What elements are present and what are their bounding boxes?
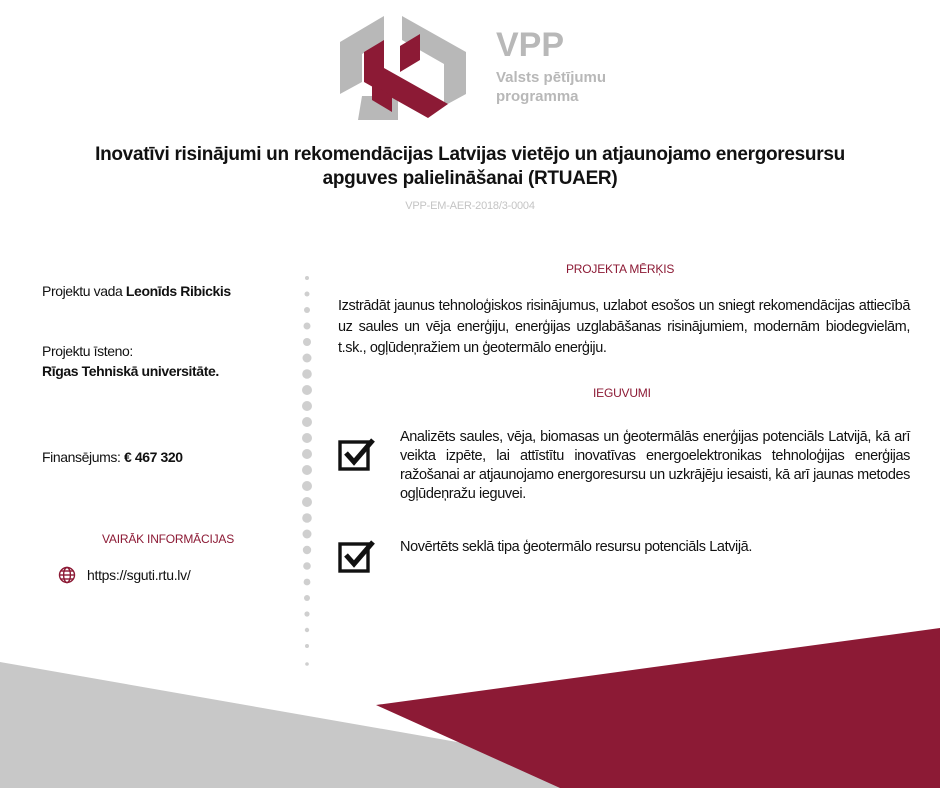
results-heading: IEGUVUMI <box>593 386 651 400</box>
vpp-logo <box>336 12 616 124</box>
website-link-row[interactable] <box>58 566 190 584</box>
project-leader <box>42 281 231 301</box>
project-executor <box>42 341 219 381</box>
logo-emblem <box>340 16 466 120</box>
vertical-dotted-divider <box>300 272 314 672</box>
globe-icon <box>58 566 76 584</box>
checkbox-checked-icon <box>338 438 376 472</box>
funding-value: € 467 320 <box>123 449 183 465</box>
leader-prefix: Projektu vada <box>42 283 126 299</box>
more-info-heading: VAIRĀK INFORMĀCIJAS <box>102 532 234 546</box>
project-code: VPP-EM-AER-2018/3-0004 <box>405 200 535 212</box>
logo-line1: Valsts pētījumu <box>496 69 607 86</box>
objective-text: Izstrādāt jaunus tehnoloģiskos risinājumus, uzlabot esošos un sniegt rekomendācijas attiecībā uz saules un vēja enerģiju, enerģijas uzglabāšanas risinājumiem, modernām biodegvielām, t.sk., ogļūdeņražiem un ģeotermālo enerģiju. <box>338 298 910 356</box>
project-funding <box>42 447 183 467</box>
result-item <box>338 530 910 557</box>
checkbox-checked-icon <box>338 540 376 574</box>
leader-name: Leonīds Ribickis <box>125 283 231 299</box>
page-title: Inovatīvi risinājumi un rekomendācijas Latvijas vietējo un atjaunojamo energoresursu apguves palielināšanai (RTUAER) <box>95 144 845 189</box>
logo-line2: programma <box>496 88 579 105</box>
logo-abbr: VPP <box>496 26 565 64</box>
result-text: Analizēts saules, vēja, biomasas un ģeotermālās enerģijas potenciāls Latvijā, kā arī veikta izpēte, lai attīstītu inovatīvas energoelektronikas tehnoloģijas enerģijas ražošanai ar atjaunojamo energoresursu un uzkrājēju iesaisti, kā arī jaunas metodes ogļūdeņražu ieguvei. <box>400 429 910 502</box>
result-item <box>338 428 910 504</box>
result-text: Novērtēts seklā tipa ģeotermālo resursu potenciāls Latvijā. <box>400 539 752 555</box>
funding-label: Finansējums: <box>42 449 124 465</box>
website-link[interactable]: https://sguti.rtu.lv/ <box>87 567 191 583</box>
executor-name: Rīgas Tehniskā universitāte. <box>42 363 219 379</box>
objective-heading: PROJEKTA MĒRĶIS <box>566 262 675 276</box>
executor-label: Projektu īsteno: <box>42 343 133 359</box>
